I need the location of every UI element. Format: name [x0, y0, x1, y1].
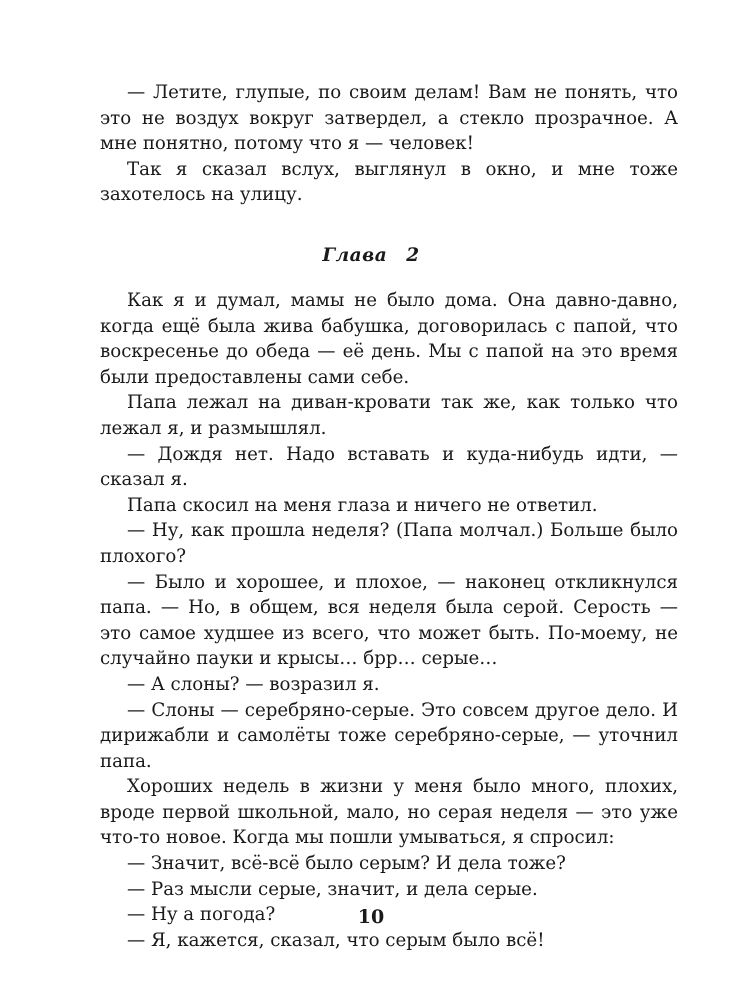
paragraph: — Летите, глупые, по своим делам! Вам не понять, что это не воздух вокруг затвердел, а стекло прозрачное. А мне понятно, потому что я — человек!: [100, 82, 678, 155]
paragraph: Папа лежал на диван-кровати так же, как только что лежал я, и размышлял.: [100, 392, 678, 439]
top-text-block: [100, 80, 678, 208]
paragraph: — Ну а погода?: [127, 904, 276, 926]
paragraph: Хороших недель в жизни у меня было много, плохих, вроде первой школьной, мало, но серая неделя — это уже что-то новое. Когда мы пошли умываться, я спросил:: [100, 776, 678, 849]
paragraph: Папа скосил на меня глаза и ничего не ответил.: [127, 494, 598, 516]
main-text-block: [100, 288, 678, 953]
chapter-heading: Глава 2: [322, 245, 420, 266]
paragraph: Так я сказал вслух, выглянул в окно, и мне тоже захотелось на улицу.: [100, 158, 678, 206]
paragraph: — Было и хорошее, и плохое, — наконец откликнулся папа. — Но, в общем, вся неделя была серой. Серость — это самое худшее из всего, что может быть. По-моему, не случайно пауки и крысы… брр… серые…: [100, 571, 678, 670]
paragraph: — Значит, всё-всё было серым? И дела тоже?: [127, 853, 566, 875]
paragraph: — Раз мысли серые, значит, и дела серые.: [127, 878, 538, 900]
page-number: 10: [357, 906, 385, 928]
paragraph: — Дождя нет. Надо вставать и куда-нибудь идти, — сказал я.: [100, 443, 678, 491]
paragraph: Как я и думал, мамы не было дома. Она давно-давно, когда ещё была жива бабушка, договорилась с папой, что воскресенье до обеда — её день. Мы с папой на это время были предоставлены сами себе.: [100, 290, 678, 388]
paragraph: — Я, кажется, сказал, что серым было всё!: [127, 929, 545, 951]
paragraph: — Ну, как прошла неделя? (Папа молчал.) Больше было плохого?: [100, 520, 678, 567]
paragraph: — А слоны? — возразил я.: [127, 673, 380, 695]
paragraph: — Слоны — серебряно-серые. Это совсем другое дело. И дирижабли и самолёты тоже серебряно-серые, — уточнил папа.: [100, 699, 678, 772]
